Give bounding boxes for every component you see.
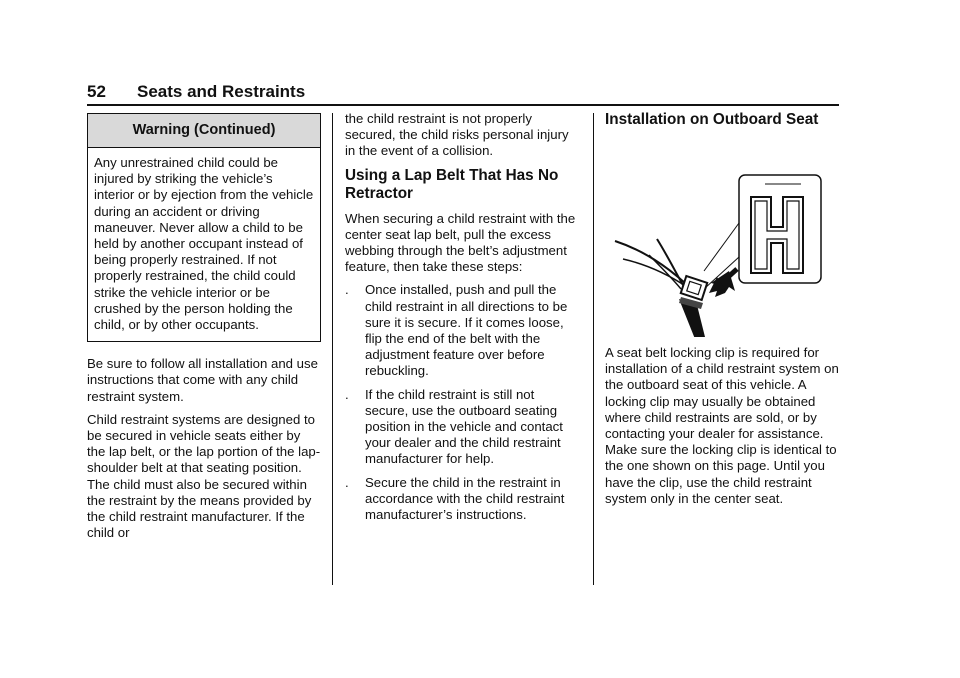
header-rule xyxy=(87,104,839,106)
warning-title: Warning (Continued) xyxy=(88,114,320,148)
warning-box xyxy=(87,113,321,342)
continuation-paragraph: the child restraint is not properly secured, the child risks personal injury in the event of a collision. xyxy=(345,111,569,159)
list-item xyxy=(345,387,581,468)
subheading: Installation on Outboard Seat xyxy=(605,111,819,128)
paragraph: Be sure to follow all installation and use instructions that come with any child restraint system. xyxy=(87,356,318,404)
paragraph: Child restraint systems are designed to be secured in vehicle seats either by the lap belt, or the lap portion of the lap-shoulder belt at that seating position. The child must also be secured within the restraint by the means provided by the child restraint manufacturer. If the child or xyxy=(87,411,321,541)
warning-body: Any unrestrained child could be injured by striking the vehicle’s interior or by ejection from the vehicle during an accident or driving maneuver. Never allow a child to be held by another occupant instead of being properly restrained. If not properly restrained, the child could strike the vehicle interior or be crushed by the person holding the child, or by other occupants. xyxy=(94,155,314,333)
section-title: Seats and Restraints xyxy=(137,82,306,101)
subheading: Using a Lap Belt That Has No Retractor xyxy=(345,166,559,202)
page-header xyxy=(87,82,839,104)
column-2 xyxy=(345,111,581,530)
paragraph: A seat belt locking clip is required for installation of a child restraint system on the outboard seat of this vehicle. A locking clip may usually be obtained where child restraints are sold, or by contacting your dealer for assistance. Make sure the locking clip is identical to the one shown on this page. Until you have the clip, use the child restraint system only in the center seat. xyxy=(605,345,839,506)
column-divider xyxy=(332,113,333,585)
bullet-marker: . xyxy=(345,474,349,490)
list-item xyxy=(345,475,581,524)
list-item-text: If the child restraint is still not secure, use the outboard seating position in the vehicle and contact your dealer and the child restraint manufacturer for help. xyxy=(365,386,563,467)
bullet-marker: . xyxy=(345,282,349,298)
intro-paragraph: When securing a child restraint with the center seat lap belt, pull the excess webbing through the belt’s adjustment feature, then take these steps: xyxy=(345,210,576,275)
column-1 xyxy=(87,113,321,548)
bullet-marker: . xyxy=(345,386,349,402)
locking-clip-illustration-icon xyxy=(605,137,841,337)
page-number: 52 xyxy=(87,82,106,101)
column-divider xyxy=(593,113,594,585)
column-3 xyxy=(605,111,841,514)
list-item xyxy=(345,282,581,379)
list-item-text: Secure the child in the restraint in accordance with the child restraint manufacturer’s instructions. xyxy=(365,474,565,523)
list-item-text: Once installed, push and pull the child restraint in all directions to be sure it is secure. If it comes loose, flip the end of the belt with the adjustment feature over before rebuckling. xyxy=(365,282,568,379)
